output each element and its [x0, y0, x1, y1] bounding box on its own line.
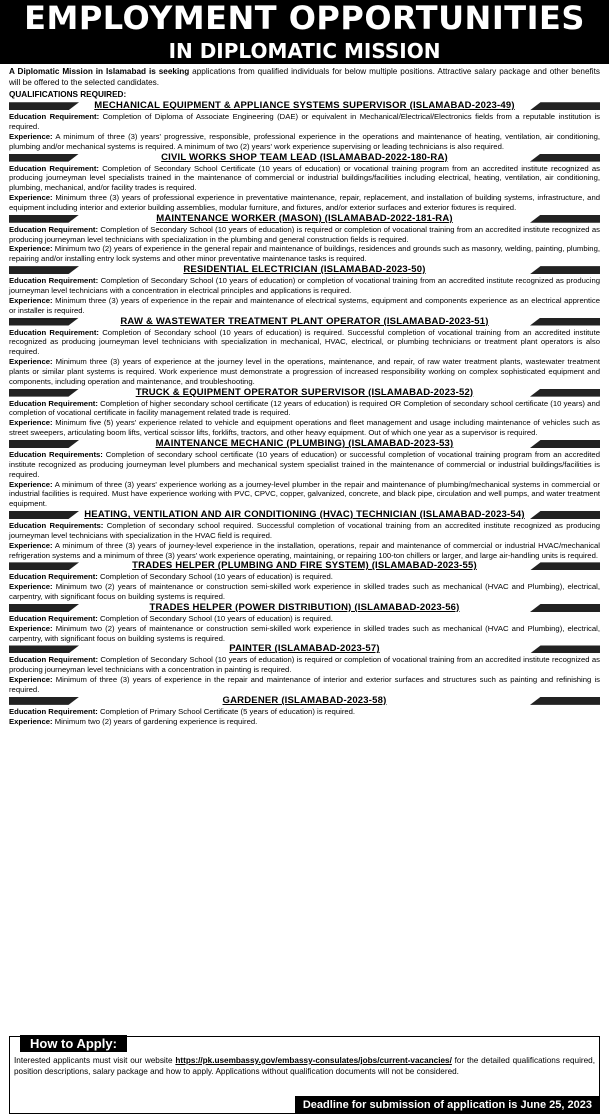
title-bar-right [530, 562, 600, 570]
title-bar-left [9, 154, 79, 162]
title-bar-right [530, 511, 600, 519]
qualifications-heading: QUALIFICATIONS REQUIRED: [9, 90, 127, 100]
education-label: Education Requirement: [9, 276, 99, 286]
title-bar-left [9, 645, 79, 653]
education-label: Education Requirements: [9, 449, 103, 459]
education-label: Education Requirement: [9, 327, 99, 337]
job-title-row [9, 438, 600, 450]
job-section [0, 213, 609, 264]
experience-text: Minimum two (2) years of experience in the general repair and maintenance of buildings, residences and grounds such as masonry, welding, painting, plumbing, repairing and/or installing entry lock systems and other minor preventative maintenance tasks is required. [9, 244, 600, 264]
job-title: TRUCK & EQUIPMENT OPERATOR SUPERVISOR (ISLAMABAD-2023-52) [135, 386, 474, 398]
job-section [0, 100, 609, 151]
title-bar-left [9, 511, 79, 519]
job-section [0, 264, 609, 315]
education-requirement [9, 450, 600, 480]
experience-label: Experience: [9, 418, 53, 428]
vacancies-link[interactable]: https://pk.usembassy.gov/embassy-consulates/jobs/current-vacancies/ [175, 1056, 452, 1065]
education-text: Completion of higher secondary school certificate (12 years of education) is required OR Completion of secondary school certificate (10 years) and completion of vocational certificate in facility management related trade is required. [9, 398, 600, 418]
job-title-row [9, 100, 600, 112]
title-bar-right [530, 697, 600, 705]
education-label: Education Requirement: [9, 613, 98, 623]
education-text: Completion of Primary School Certificate (5 years of education) is required. [97, 706, 356, 716]
education-label: Education Requirement: [9, 655, 99, 665]
job-section [0, 438, 609, 509]
title-bar-left [9, 266, 79, 274]
job-title-row [9, 264, 600, 276]
education-text: Completion of Secondary school (10 years of education) is required. Successful completion of vocational training from an accredited institute recognized as producing journeyman level technicians with specialization in mechanical, HVAC, electrical, or plumbing technicians or treatment plant operators is also required. [9, 327, 600, 357]
title-bar-right [530, 154, 600, 162]
job-title-row [9, 509, 600, 521]
title-bar-right [530, 645, 600, 653]
education-text: Completion of secondary school required. Successful completion of vocational training from an accredited institute recognized as producing journeyman level technicians with specialization in the HVAC field is required. [9, 521, 600, 540]
experience-requirement [9, 357, 600, 387]
education-requirement [9, 655, 600, 675]
title-bar-left [9, 215, 79, 223]
job-title: MECHANICAL EQUIPMENT & APPLIANCE SYSTEMS SUPERVISOR (ISLAMABAD-2023-49) [94, 100, 515, 112]
experience-label: Experience: [9, 582, 53, 592]
experience-requirement [9, 675, 600, 695]
job-title-row [9, 560, 600, 572]
experience-text: Minimum three (3) years of experience in the repair and maintenance of electrical systems, equipment and components experience as an electrical apprentice or installer is required. [9, 295, 600, 315]
title-bar-right [530, 440, 600, 448]
education-text: Completion of Secondary School (10 years of education) or completion of vocational training from an accredited institute recognized as producing journeyman level technicians with a concentration in electrical principles and applications is required. [9, 276, 601, 295]
job-title: GARDENER (ISLAMABAD-2023-58) [222, 694, 387, 706]
experience-requirement [9, 582, 600, 602]
job-title-row [9, 387, 600, 399]
education-text: Completion of secondary school certificate (10 years of education) or successful completion of vocational training program from an accredited institute recognized as producing journeyman level plumbers and mechanical system specialist trained in the maintenance of commercial or industrial buildings/facilities is required. [9, 449, 600, 479]
job-section [0, 602, 609, 644]
job-title: MAINTENANCE WORKER (MASON) (ISLAMABAD-2022-181-RA) [156, 212, 453, 224]
job-section [0, 695, 609, 727]
experience-requirement [9, 418, 600, 438]
title-bar-left [9, 102, 79, 110]
experience-requirement [9, 717, 600, 727]
education-requirement [9, 112, 600, 132]
experience-label: Experience: [9, 295, 53, 305]
experience-text: Minimum of three (3) years of experience in the repair and maintenance of interior and exterior surfaces and structures such as painting and refinishing is required. [9, 675, 600, 694]
experience-requirement [9, 193, 600, 213]
education-requirement [9, 276, 600, 296]
job-title: RAW & WASTEWATER TREATMENT PLANT OPERATOR (ISLAMABAD-2023-51) [120, 315, 489, 327]
education-label: Education Requirement: [9, 112, 100, 122]
education-requirement [9, 399, 600, 419]
job-title-row [9, 213, 600, 225]
experience-label: Experience: [9, 540, 53, 550]
experience-label: Experience: [9, 716, 53, 726]
intro-paragraph [0, 64, 609, 88]
experience-text: Minimum five (5) years' experience related to vehicle and equipment operations and fleet management and usage including maintenance of vehicles such as street sweepers, articulating boom lifts, vertical scissor lifts, forklifts, tractors, and other heavy equipment. Out of which one year as a supervisor is required. [9, 418, 600, 438]
job-title-row [9, 643, 600, 655]
job-list [0, 100, 609, 726]
how-to-apply-title: How to Apply: [20, 1035, 127, 1052]
education-label: Education Requirements: [9, 521, 104, 531]
experience-label: Experience: [9, 623, 53, 633]
intro-text: applications from qualified individuals for below multiple positions. Attractive salary package and other benefits will be offered to the selected candidates. [9, 67, 600, 87]
job-title: CIVIL WORKS SHOP TEAM LEAD (ISLAMABAD-2022-180-RA) [161, 151, 448, 163]
experience-requirement [9, 132, 600, 152]
experience-label: Experience: [9, 244, 53, 254]
experience-text: Minimum three (3) years of professional experience in preventative maintenance, repair, replacement, and installation of building systems, infrastructure, and equipment including interior and exterior building assemblies, modular furniture, and fixtures, and/or exterior surfaces and exterior fixtures is required. [9, 193, 600, 212]
title-bar-left [9, 697, 79, 705]
title-bar-right [530, 215, 600, 223]
job-section [0, 316, 609, 387]
title-bar-left [9, 389, 79, 397]
job-title: RESIDENTIAL ELECTRICIAN (ISLAMABAD-2023-50) [183, 264, 426, 276]
education-label: Education Requirement: [9, 224, 99, 234]
education-text: Completion of Secondary School (10 years of education) is required or completion of vocational training from an accredited institute recognized as producing journeyman level technicians with a concentration in painting is required. [9, 655, 601, 675]
experience-requirement [9, 296, 600, 316]
education-label: Education Requirement: [9, 163, 99, 173]
page-subtitle: IN DIPLOMATIC MISSION [0, 38, 609, 64]
job-title-row [9, 695, 600, 707]
job-title: MAINTENANCE MECHANIC (PLUMBING) (ISLAMABAD-2023-53) [155, 437, 454, 449]
title-bar-right [530, 604, 600, 612]
deadline-banner: Deadline for submission of application is June 25, 2023 [295, 1096, 600, 1114]
job-title: TRADES HELPER (PLUMBING AND FIRE SYSTEM) (ISLAMABAD-2023-55) [132, 560, 477, 572]
experience-label: Experience: [9, 193, 53, 203]
experience-label: Experience: [9, 131, 53, 141]
title-bar-left [9, 318, 79, 326]
education-requirement [9, 572, 600, 582]
experience-label: Experience: [9, 479, 53, 489]
experience-label: Experience: [9, 357, 53, 367]
title-bar-right [530, 318, 600, 326]
education-text: Completion of Secondary School (10 years of education) is required. [97, 572, 333, 582]
experience-text: A minimum of three (3) years' progressive, responsible, professional experience in the operations and maintenance of heating, ventilation, air conditioning, plumbing and/or mechanical systems is required. A minimum of two (2) years' work experience supervising or leading technicians is also required. [9, 131, 600, 151]
experience-label: Experience: [9, 675, 53, 685]
education-text: Completion of Secondary School (10 years of education) is required or completion of vocational training from an accredited institute recognized as producing journeyman level technicians with specialization in the plumbing and general construction fields is required. [9, 224, 601, 244]
job-section [0, 509, 609, 560]
title-bar-right [530, 102, 600, 110]
experience-text: Minimum three (3) years of experience at the journey level in the operations, maintenance, and repair, of raw water treatment plants, wastewater treatment plants or similar plant systems is required. Work experience must demonstrate a progression of increased responsibility working on complex sophisticated equipment and components, including operation and maintenance, and troubleshooting. [9, 357, 600, 386]
experience-requirement [9, 624, 600, 644]
job-title: HEATING, VENTILATION AND AIR CONDITIONING (HVAC) TECHNICIAN (ISLAMABAD-2023-54) [84, 509, 525, 521]
how-to-apply-box [9, 1036, 600, 1114]
education-requirement [9, 707, 600, 717]
education-requirement [9, 164, 600, 194]
experience-text: Minimum two (2) years of gardening experience is required. [52, 716, 258, 726]
intro-lead: A Diplomatic Mission in Islamabad is seeking [9, 67, 190, 76]
job-section [0, 643, 609, 694]
page-title: EMPLOYMENT OPPORTUNITIES [0, 0, 609, 38]
education-requirement [9, 521, 600, 541]
experience-text: Minimum two (2) years of maintenance or construction semi-skilled work experience in skilled trades such as mechanical (HVAC and Plumbing), electrical, carpentry, with significant focus on building systems is required. [9, 582, 600, 602]
title-bar-right [530, 389, 600, 397]
title-bar-left [9, 440, 79, 448]
education-text: Completion of Secondary School (10 years of education) is required. [97, 613, 333, 623]
education-requirement [9, 328, 600, 358]
job-title: TRADES HELPER (POWER DISTRIBUTION) (ISLAMABAD-2023-56) [149, 601, 460, 613]
job-section [0, 560, 609, 602]
job-title-row [9, 602, 600, 614]
job-title-row [9, 316, 600, 328]
apply-text-after: for the detailed qualifications required, position descriptions, salary package and how to apply. Applications without qualification documents will not be considered. [14, 1056, 595, 1076]
education-requirement [9, 225, 600, 245]
education-text: Completion of Secondary School Certificate (10 years of education) or vocational training program from an accredited institute recognized as producing journeyman level specialists trained in the maintenance of commercial or industrial buildings/facilities including electrical, heating, ventilation, air conditioning, plumbing, mechanical, and/or facility trades is required. [9, 163, 601, 193]
title-bar-left [9, 604, 79, 612]
job-section [0, 152, 609, 213]
experience-requirement [9, 480, 600, 510]
experience-text: Minimum two (2) years of maintenance or construction semi-skilled work experience in skilled trades such as mechanical (HVAC and Plumbing), electrical, carpentry, with significant focus on building systems is required. [9, 623, 600, 643]
title-bar-left [9, 562, 79, 570]
education-label: Education Requirement: [9, 706, 98, 716]
experience-requirement [9, 541, 600, 561]
experience-requirement [9, 244, 600, 264]
apply-text-before: Interested applicants must visit our website [14, 1056, 176, 1065]
job-section [0, 387, 609, 438]
education-label: Education Requirement: [9, 572, 98, 582]
title-bar-right [530, 266, 600, 274]
education-label: Education Requirement: [9, 398, 98, 408]
job-title: PAINTER (ISLAMABAD-2023-57) [229, 643, 380, 655]
experience-text: A minimum of three (3) years of journey-level experience in the installation, operations, repair and maintenance of commercial or industrial HVAC/mechanical refrigeration systems and a minimum of three (3) years' work experience operating, maintaining, or repairing 100-ton chillers or larger, and large air-handling units is required. [9, 540, 600, 560]
education-text: Completion of Diploma of Associate Engineering (DAE) or equivalent in Mechanical/Electrical/Electronics fields from a reputable institution is required. [9, 112, 601, 132]
how-to-apply-text [14, 1055, 595, 1077]
job-title-row [9, 152, 600, 164]
education-requirement [9, 614, 600, 624]
experience-text: A minimum of three (3) years' experience working as a journey-level plumber in the repair and maintenance of plumbing/mechanical systems in commercial or industrial facilities is required. Must have experience working with PVC, CPVC, copper, galvanized, concrete, and black pipe, circulation and well pumps, and water treatment equipment. [9, 479, 600, 509]
